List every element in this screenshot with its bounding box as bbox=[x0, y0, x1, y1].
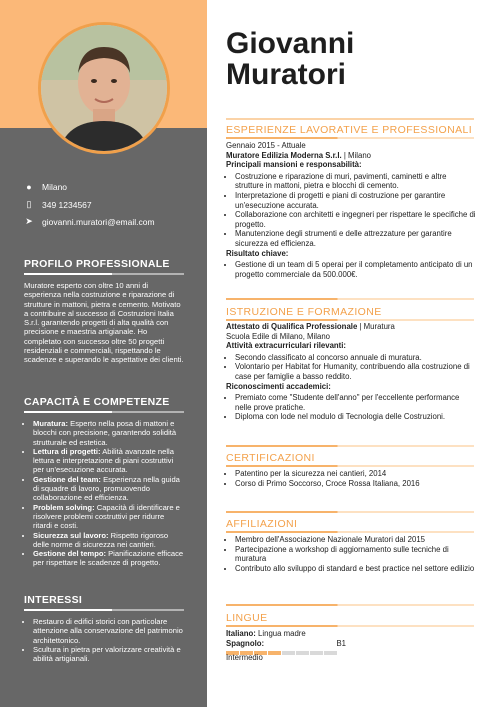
interests-divider bbox=[24, 609, 184, 611]
phone-text: 349 1234567 bbox=[42, 199, 92, 210]
skill-item: • Problem solving: Capacità di identificare e risolvere problemi costruttivi per ridurre ritardi e costi. bbox=[33, 503, 184, 531]
affiliations-title: AFFILIAZIONI bbox=[226, 518, 298, 530]
interests-title: INTERESSI bbox=[24, 594, 83, 606]
language-other-level: B1 bbox=[336, 638, 346, 648]
phone-icon: ▯ bbox=[26, 199, 32, 209]
interests-section bbox=[24, 594, 184, 663]
first-name: Giovanni bbox=[226, 27, 355, 60]
email-text: giovanni.muratori@email.com bbox=[42, 216, 155, 227]
location-text: Milano bbox=[42, 182, 68, 192]
sidebar bbox=[0, 0, 207, 707]
certification-item: • Corso di Primo Soccorso, Croce Rossa Italiana, 2016 bbox=[235, 479, 476, 489]
profile-divider bbox=[24, 273, 184, 275]
profile-photo bbox=[38, 22, 170, 154]
extracurricular-item: • Volontario per Habitat for Humanity, contribuendo alla costruzione di case per famiglie a basso reddito. bbox=[235, 362, 476, 381]
contact-location bbox=[24, 182, 67, 192]
duties-list bbox=[226, 172, 476, 249]
language-level-segment bbox=[268, 651, 281, 655]
skill-item: • Gestione del team: Esperienza nella guida di squadre di lavoro, promuovendo collaborazione ed efficienza. bbox=[33, 475, 184, 503]
result-item: • Gestione di un team di 5 operai per il completamento anticipato di un progetto commerciale da 500.000€. bbox=[235, 260, 476, 279]
extracurricular-item: • Secondo classificato al concorso annuale di muratura. bbox=[235, 353, 476, 363]
results-list bbox=[226, 260, 476, 279]
language-other-row bbox=[226, 639, 346, 649]
skills-title: CAPACITÀ E COMPETENZE bbox=[24, 396, 170, 408]
skills-divider bbox=[24, 411, 184, 413]
language-level-segment bbox=[324, 651, 337, 655]
extracurricular-list bbox=[226, 353, 476, 382]
skills-list bbox=[24, 419, 184, 568]
award-item: • Diploma con lode nel modulo di Tecnologia delle Costruzioni. bbox=[235, 412, 476, 422]
certifications-top-divider bbox=[226, 445, 474, 447]
skill-item: • Lettura di progetti: Abilità avanzate nella lettura e interpretazione di piani costruttivi per un'esecuzione accurata. bbox=[33, 447, 184, 475]
profile-section bbox=[24, 258, 184, 365]
contact-email bbox=[24, 216, 155, 227]
duty-item: • Collaborazione con architetti e ingegneri per rispettare le specifiche di progetto. bbox=[235, 210, 476, 229]
duty-item: • Interpretazione di progetti e piani di costruzione per garantire un'esecuzione accurata. bbox=[235, 191, 476, 210]
awards-list bbox=[226, 393, 476, 422]
education-title: ISTRUZIONE E FORMAZIONE bbox=[226, 306, 382, 318]
affiliation-item: • Contributo allo sviluppo di standard e best practice nel settore edilizio bbox=[235, 564, 476, 574]
experience-title: ESPERIENZE LAVORATIVE E PROFESSIONALI bbox=[226, 124, 473, 136]
language-level-segment bbox=[282, 651, 295, 655]
language-level-segment bbox=[296, 651, 309, 655]
education-top-divider bbox=[226, 298, 474, 300]
languages-title: LINGUE bbox=[226, 612, 268, 624]
interest-item: • Scultura in pietra per valorizzare creatività e abilità artigianali. bbox=[33, 645, 184, 664]
education-section bbox=[226, 322, 476, 422]
experience-employer: Muratore Edilizia Moderna S.r.l. | Milano bbox=[226, 150, 372, 160]
education-divider bbox=[226, 319, 474, 321]
affiliations-list bbox=[226, 535, 476, 573]
language-other-desc: Intermedio bbox=[226, 653, 263, 663]
skill-item: • Gestione del tempo: Pianificazione efficace per rispettare le scadenze di progetto. bbox=[33, 549, 184, 568]
profile-title: PROFILO PROFESSIONALE bbox=[24, 258, 170, 270]
skill-item: • Muratura: Esperto nella posa di mattoni e blocchi con precisione, garantendo solidità strutturale ed estetica. bbox=[33, 419, 184, 447]
profile-text: Muratore esperto con oltre 10 anni di esperienza nella costruzione e riparazione di strutture in mattoni, pietra e cemento. Motivato a contribuire al successo di Costruzioni Italia S.r.l. garantendo progetti di alta qualità con precisione e maestria artigianale. Ho completato con successo oltre 50 progetti residenziali e commerciali, rispettando le scadenze e superando le aspettative dei clienti. bbox=[24, 281, 184, 365]
certifications-title: CERTIFICAZIONI bbox=[226, 452, 315, 464]
duty-item: • Manutenzione degli strumenti e delle attrezzature per garantire sicurezza ed efficienza. bbox=[235, 229, 476, 248]
experience-section bbox=[226, 141, 476, 279]
duty-item: • Costruzione e riparazione di muri, pavimenti, caminetti e altre strutture in mattoni, pietra e blocchi di cemento. bbox=[235, 172, 476, 191]
education-degree: Attestato di Qualifica Professionale | Muratura bbox=[226, 322, 395, 331]
experience-dates: Gennaio 2015 - Attuale bbox=[226, 141, 306, 150]
result-title: Risultato chiave: bbox=[226, 248, 289, 258]
languages-section bbox=[226, 629, 476, 663]
location-pin-icon: ● bbox=[26, 182, 32, 192]
extracurricular-title: Attività extracurriculari rilevanti: bbox=[226, 341, 347, 351]
language-native: Italiano: Lingua madre bbox=[226, 629, 306, 638]
skills-section bbox=[24, 396, 184, 568]
duties-title: Principali mansioni e responsabilità: bbox=[226, 160, 362, 170]
awards-title: Riconoscimenti accademici: bbox=[226, 381, 331, 391]
affiliations-top-divider bbox=[226, 511, 474, 513]
certifications-section bbox=[226, 469, 476, 488]
skill-item: • Sicurezza sul lavoro: Rispetto rigoroso delle norme di sicurezza nei cantieri. bbox=[33, 531, 184, 550]
certifications-divider bbox=[226, 465, 474, 467]
candidate-name bbox=[226, 28, 354, 90]
experience-divider bbox=[226, 137, 474, 139]
languages-divider bbox=[226, 625, 474, 627]
languages-top-divider bbox=[226, 604, 474, 606]
interest-item: • Restauro di edifici storici con particolare attenzione alla conservazione del patrimonio architettonico. bbox=[33, 617, 184, 645]
affiliation-item: • Partecipazione a workshop di aggiornamento sulle tecniche di muratura bbox=[235, 545, 476, 564]
certification-item: • Patentino per la sicurezza nei cantieri, 2014 bbox=[235, 469, 476, 479]
certifications-list bbox=[226, 469, 476, 488]
header-divider bbox=[226, 118, 474, 120]
send-icon: ➤ bbox=[25, 216, 33, 226]
award-item: • Premiato come "Studente dell'anno" per l'eccellente performance nelle prove pratiche. bbox=[235, 393, 476, 412]
affiliations-section bbox=[226, 535, 476, 573]
affiliations-divider bbox=[226, 531, 474, 533]
education-school: Scuola Edile di Milano, Milano bbox=[226, 331, 331, 341]
language-level-segment bbox=[310, 651, 323, 655]
affiliation-item: • Membro dell'Associazione Nazionale Muratori dal 2015 bbox=[235, 535, 476, 545]
contact-phone bbox=[24, 199, 92, 210]
interests-list bbox=[24, 617, 184, 663]
last-name: Muratori bbox=[226, 58, 346, 91]
language-other-label: Spagnolo: bbox=[226, 638, 265, 648]
